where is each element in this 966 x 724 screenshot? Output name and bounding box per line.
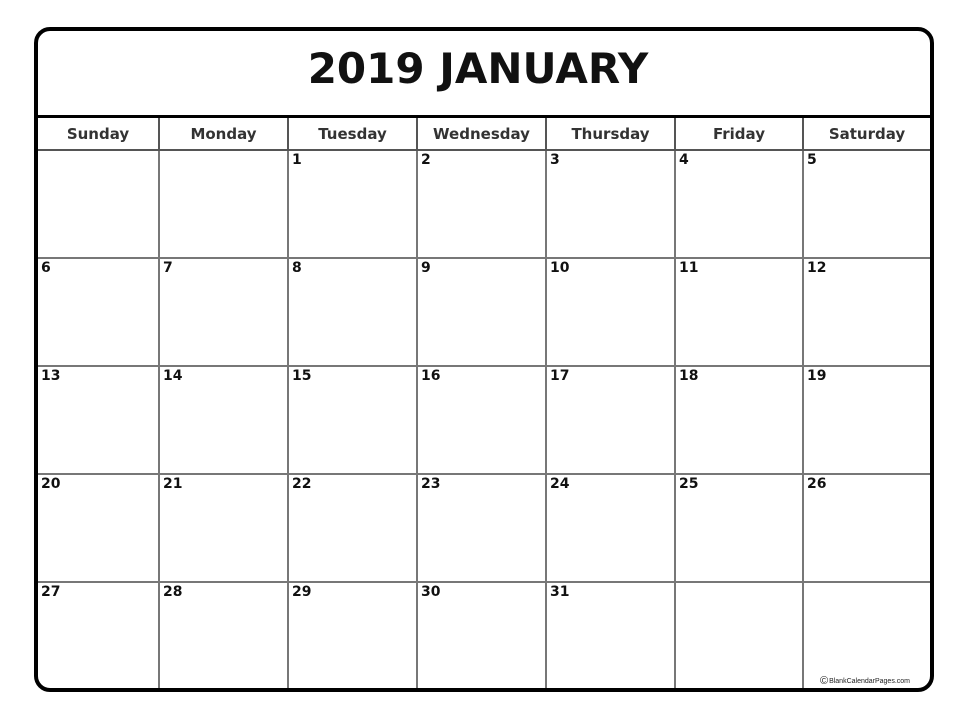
day-number: 29 — [292, 584, 312, 600]
day-number: 6 — [41, 260, 51, 276]
day-number: 7 — [163, 260, 173, 276]
day-number: 28 — [163, 584, 183, 600]
day-number: 22 — [292, 476, 312, 492]
weekday-header-wednesday: Wednesday — [418, 118, 547, 151]
day-cell — [804, 583, 930, 691]
day-cell — [676, 475, 804, 583]
day-number: 17 — [550, 368, 570, 384]
day-cell — [289, 151, 418, 259]
calendar-title: 2019 JANUARY — [307, 44, 649, 93]
day-cell — [38, 583, 160, 691]
day-number: 5 — [807, 152, 817, 168]
day-number: 20 — [41, 476, 61, 492]
day-cell — [38, 259, 160, 367]
weekday-header-thursday: Thursday — [547, 118, 676, 151]
day-number: 4 — [679, 152, 689, 168]
day-number: 26 — [807, 476, 827, 492]
day-number: 12 — [807, 260, 827, 276]
day-number: 27 — [41, 584, 61, 600]
day-cell — [804, 475, 930, 583]
weekday-header-friday: Friday — [676, 118, 804, 151]
day-cell — [547, 367, 676, 475]
site-credit — [820, 675, 910, 687]
calendar-grid — [38, 115, 930, 688]
day-cell — [418, 367, 547, 475]
day-cell — [547, 151, 676, 259]
day-cell — [676, 367, 804, 475]
day-cell — [547, 583, 676, 691]
day-number: 2 — [421, 152, 431, 168]
day-number: 13 — [41, 368, 61, 384]
day-cell — [289, 475, 418, 583]
day-cell — [289, 259, 418, 367]
day-number: 21 — [163, 476, 183, 492]
day-cell — [418, 259, 547, 367]
day-number: 18 — [679, 368, 699, 384]
day-number: 24 — [550, 476, 570, 492]
day-cell — [160, 475, 289, 583]
day-cell — [804, 259, 930, 367]
day-number: 10 — [550, 260, 570, 276]
calendar-frame — [34, 27, 934, 692]
day-cell — [547, 259, 676, 367]
day-cell — [418, 475, 547, 583]
day-cell — [38, 475, 160, 583]
day-number: 1 — [292, 152, 302, 168]
day-number: 19 — [807, 368, 827, 384]
day-number: 31 — [550, 584, 570, 600]
credit-text: BlankCalendarPages.com — [829, 678, 910, 685]
day-cell — [289, 583, 418, 691]
day-number: 14 — [163, 368, 183, 384]
day-cell — [160, 367, 289, 475]
day-number: 8 — [292, 260, 302, 276]
day-number: 30 — [421, 584, 441, 600]
day-cell — [547, 475, 676, 583]
day-cell — [38, 151, 160, 259]
day-cell — [38, 367, 160, 475]
day-cell — [289, 367, 418, 475]
day-number: 23 — [421, 476, 441, 492]
day-cell — [676, 583, 804, 691]
day-cell — [676, 151, 804, 259]
weekday-header-tuesday: Tuesday — [289, 118, 418, 151]
copyright-symbol: © — [819, 675, 829, 687]
day-cell — [160, 583, 289, 691]
day-cell — [418, 151, 547, 259]
day-cell — [804, 151, 930, 259]
day-cell — [676, 259, 804, 367]
day-cell — [418, 583, 547, 691]
day-cell — [160, 259, 289, 367]
weekday-header-monday: Monday — [160, 118, 289, 151]
day-number: 9 — [421, 260, 431, 276]
day-number: 16 — [421, 368, 441, 384]
day-number: 3 — [550, 152, 560, 168]
day-cell — [160, 151, 289, 259]
day-cell — [804, 367, 930, 475]
day-number: 25 — [679, 476, 699, 492]
weekday-header-saturday: Saturday — [804, 118, 930, 151]
day-number: 15 — [292, 368, 312, 384]
day-number: 11 — [679, 260, 699, 276]
weekday-header-sunday: Sunday — [38, 118, 160, 151]
